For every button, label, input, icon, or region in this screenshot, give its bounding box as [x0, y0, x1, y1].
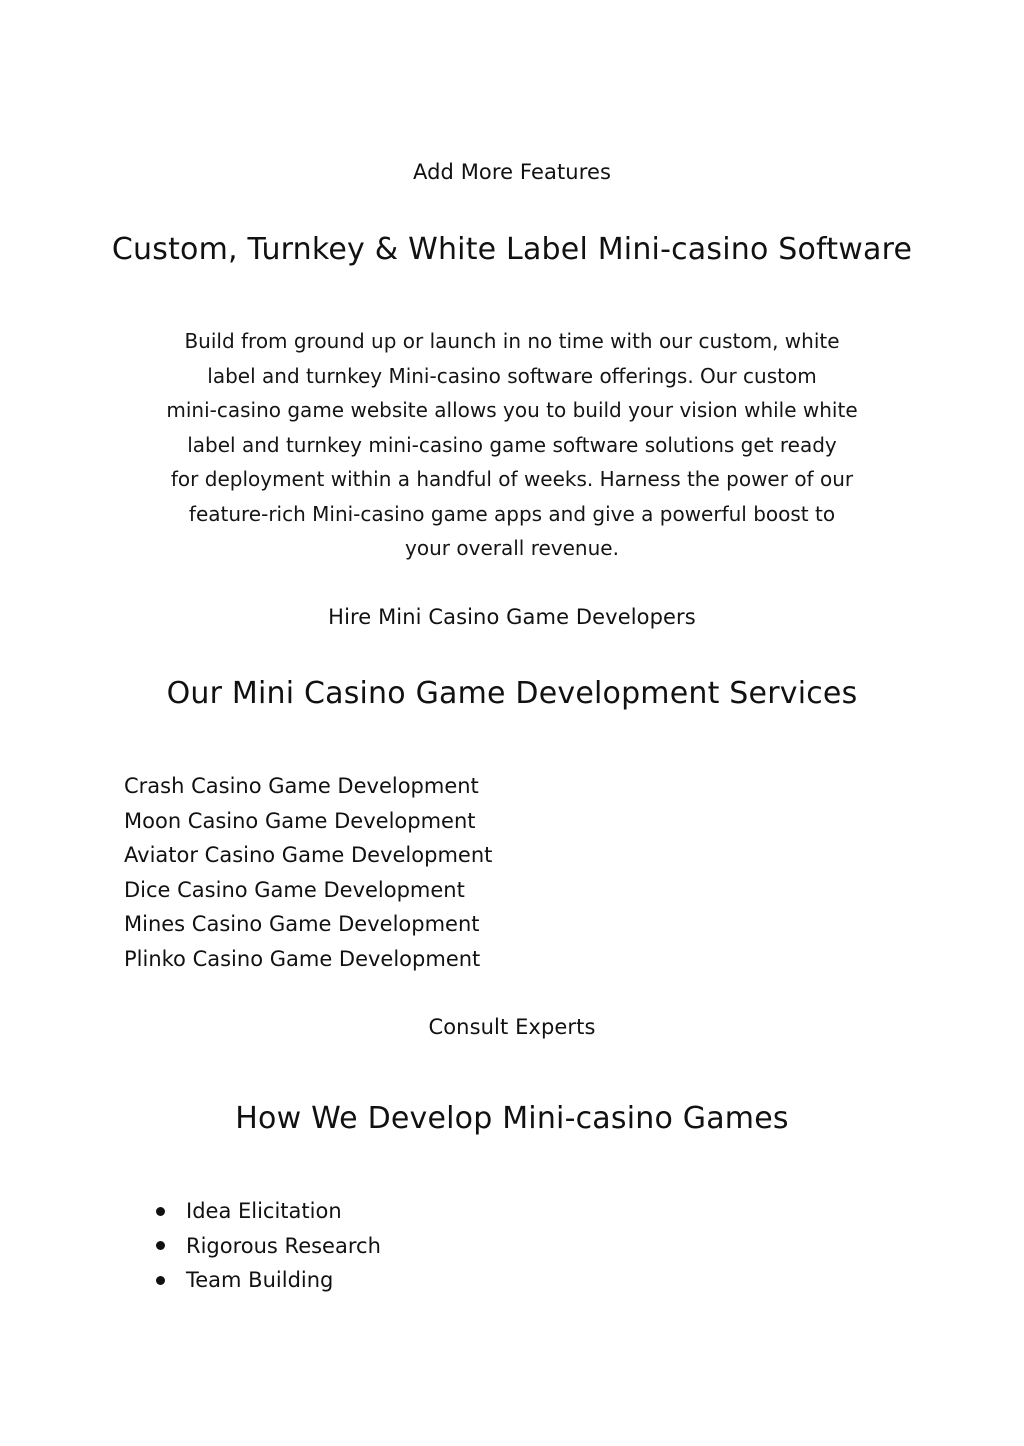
process-steps-list	[152, 1194, 381, 1298]
paragraph-line: feature-rich Mini-casino game apps and give a powerful boost to	[188, 501, 836, 526]
bullet-icon	[156, 1241, 165, 1250]
paragraph-line: label and turnkey mini-casino game software solutions get ready	[187, 432, 837, 457]
step-label: Team Building	[186, 1268, 334, 1292]
service-item-aviator[interactable]: Aviator Casino Game Development	[124, 843, 493, 867]
paragraph-line: mini-casino game website allows you to build your vision while white	[166, 398, 858, 422]
add-more-features-link[interactable]: Add More Features	[412, 160, 612, 184]
software-description-paragraph	[120, 324, 904, 566]
list-item	[152, 1263, 381, 1298]
service-item-mines[interactable]: Mines Casino Game Development	[124, 912, 480, 936]
paragraph-line: your overall revenue.	[405, 536, 619, 560]
service-item-plinko[interactable]: Plinko Casino Game Development	[124, 946, 481, 971]
paragraph-line: Build from ground up or launch in no time with our custom, white	[184, 329, 840, 353]
hire-developers-link[interactable]: Hire Mini Casino Game Developers	[328, 605, 696, 629]
service-item-moon[interactable]: Moon Casino Game Development	[124, 808, 476, 833]
development-process-heading: How We Develop Mini-casino Games	[235, 1101, 789, 1136]
bullet-icon	[156, 1207, 165, 1216]
service-item-dice[interactable]: Dice Casino Game Development	[124, 877, 465, 902]
consult-experts-link[interactable]: Consult Experts	[428, 1015, 596, 1039]
turnkey-software-heading: Custom, Turnkey & White Label Mini-casino Software	[111, 232, 913, 267]
services-heading: Our Mini Casino Game Development Services	[166, 676, 858, 711]
bullet-icon	[156, 1276, 165, 1285]
service-item-crash[interactable]: Crash Casino Game Development	[124, 774, 479, 798]
list-item	[152, 1229, 381, 1264]
paragraph-line: label and turnkey Mini-casino software offerings. Our custom	[207, 363, 817, 388]
step-label: Rigorous Research	[186, 1233, 381, 1258]
list-item	[152, 1194, 381, 1229]
services-list	[124, 769, 492, 976]
paragraph-line: for deployment within a handful of weeks. Harness the power of our	[170, 467, 854, 491]
step-label: Idea Elicitation	[186, 1199, 342, 1223]
